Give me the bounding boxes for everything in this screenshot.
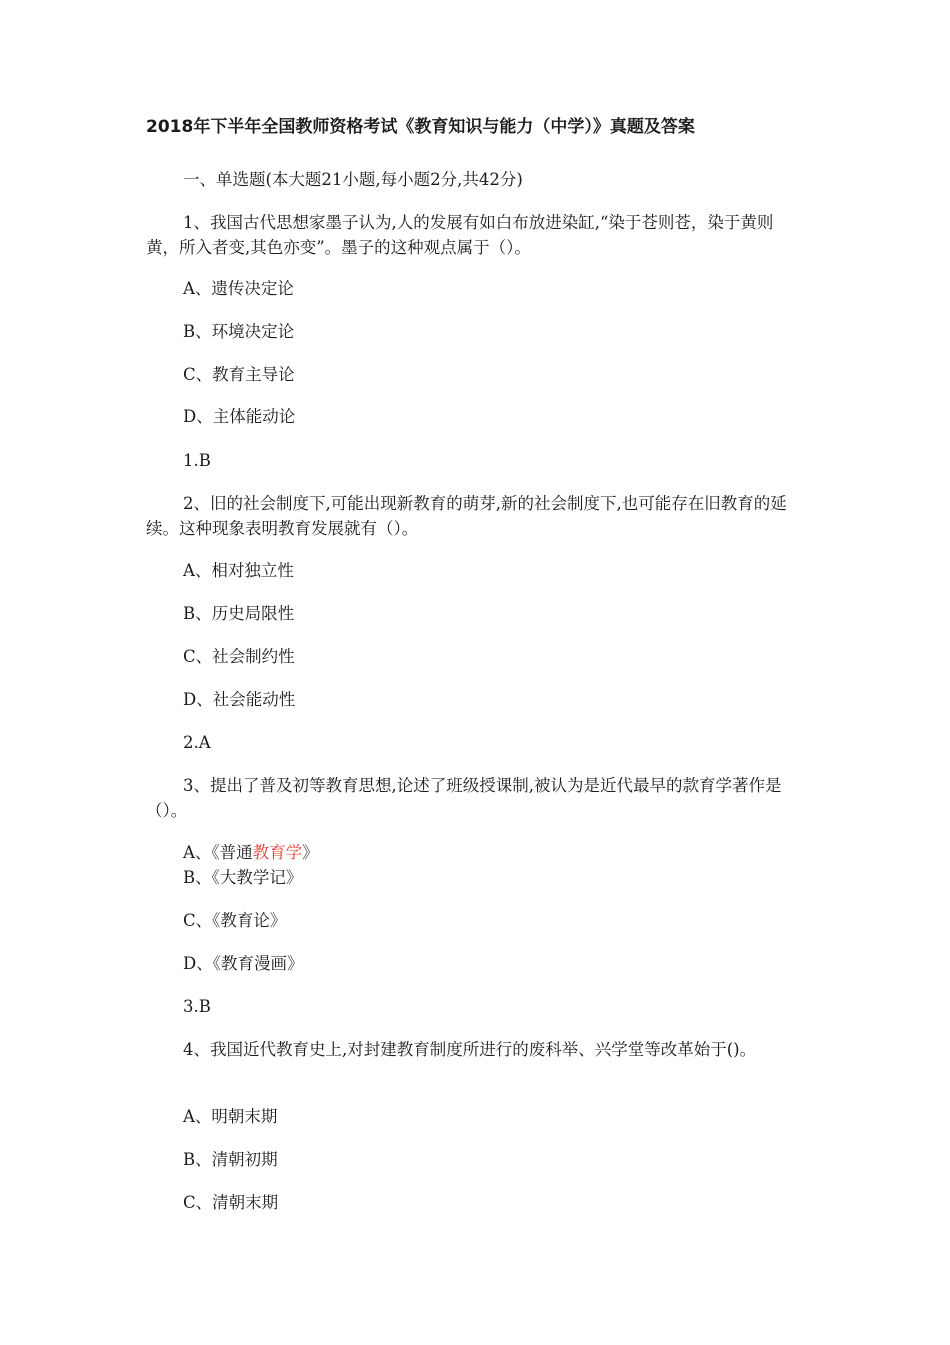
question-1-option-c: C、教育主导论 [183, 365, 295, 384]
question-1-option-d: D、主体能动论 [183, 407, 296, 426]
question-2-stem: 2、旧的社会制度下,可能出现新教育的萌芽,新的社会制度下,也可能存在旧教育的延续。这种现象表明教育发展就有（）。 [146, 494, 787, 538]
question-3-option-a-suffix: 》 [302, 843, 319, 862]
question-1-option-a: A、遗传决定论 [183, 279, 294, 298]
question-3-stem: 3、提出了普及初等教育思想,论述了班级授课制,被认为是近代最早的款育学著作是（）。 [146, 776, 782, 820]
question-2-option-c: C、社会制约性 [183, 647, 295, 666]
question-4-option-b: B、清朝初期 [183, 1150, 278, 1169]
document-title: 2018年下半年全国教师资格考试《教育知识与能力（中学）》真题及答案 [146, 117, 695, 137]
highlighted-link-text[interactable]: 教育学 [252, 843, 303, 862]
question-4-option-c: C、清朝末期 [183, 1193, 279, 1212]
question-4-stem: 4、我国近代教育史上,对封建教育制度所进行的废科举、兴学堂等改革始于()。 [183, 1040, 757, 1059]
section-heading: 一、单选题(本大题21小题,每小题2分,共42分) [183, 170, 523, 189]
question-2-option-b: B、历史局限性 [183, 604, 295, 623]
question-1-option-b: B、环境决定论 [183, 322, 295, 341]
question-3-option-c: C、《教育论》 [183, 911, 287, 930]
question-1-stem: 1、我国古代思想家墨子认为,人的发展有如白布放进染缸,“染于苍则苍，染于黄则黄，所入者变,其色亦变”。墨子的这种观点属于（）。 [146, 213, 774, 257]
question-3-answer: 3.B [183, 997, 211, 1016]
question-4-option-a: A、明朝末期 [183, 1107, 278, 1126]
question-2-option-d: D、社会能动性 [183, 690, 296, 709]
question-2-option-a: A、相对独立性 [183, 561, 294, 580]
question-3-option-d: D、《教育漫画》 [183, 954, 304, 973]
question-3-option-a [183, 841, 319, 865]
question-3-option-b: B、《大教学记》 [183, 868, 303, 887]
question-3-option-a-prefix: A、《普通 [183, 843, 253, 862]
question-1-answer: 1.B [183, 451, 211, 470]
question-2-answer: 2.A [183, 733, 211, 752]
